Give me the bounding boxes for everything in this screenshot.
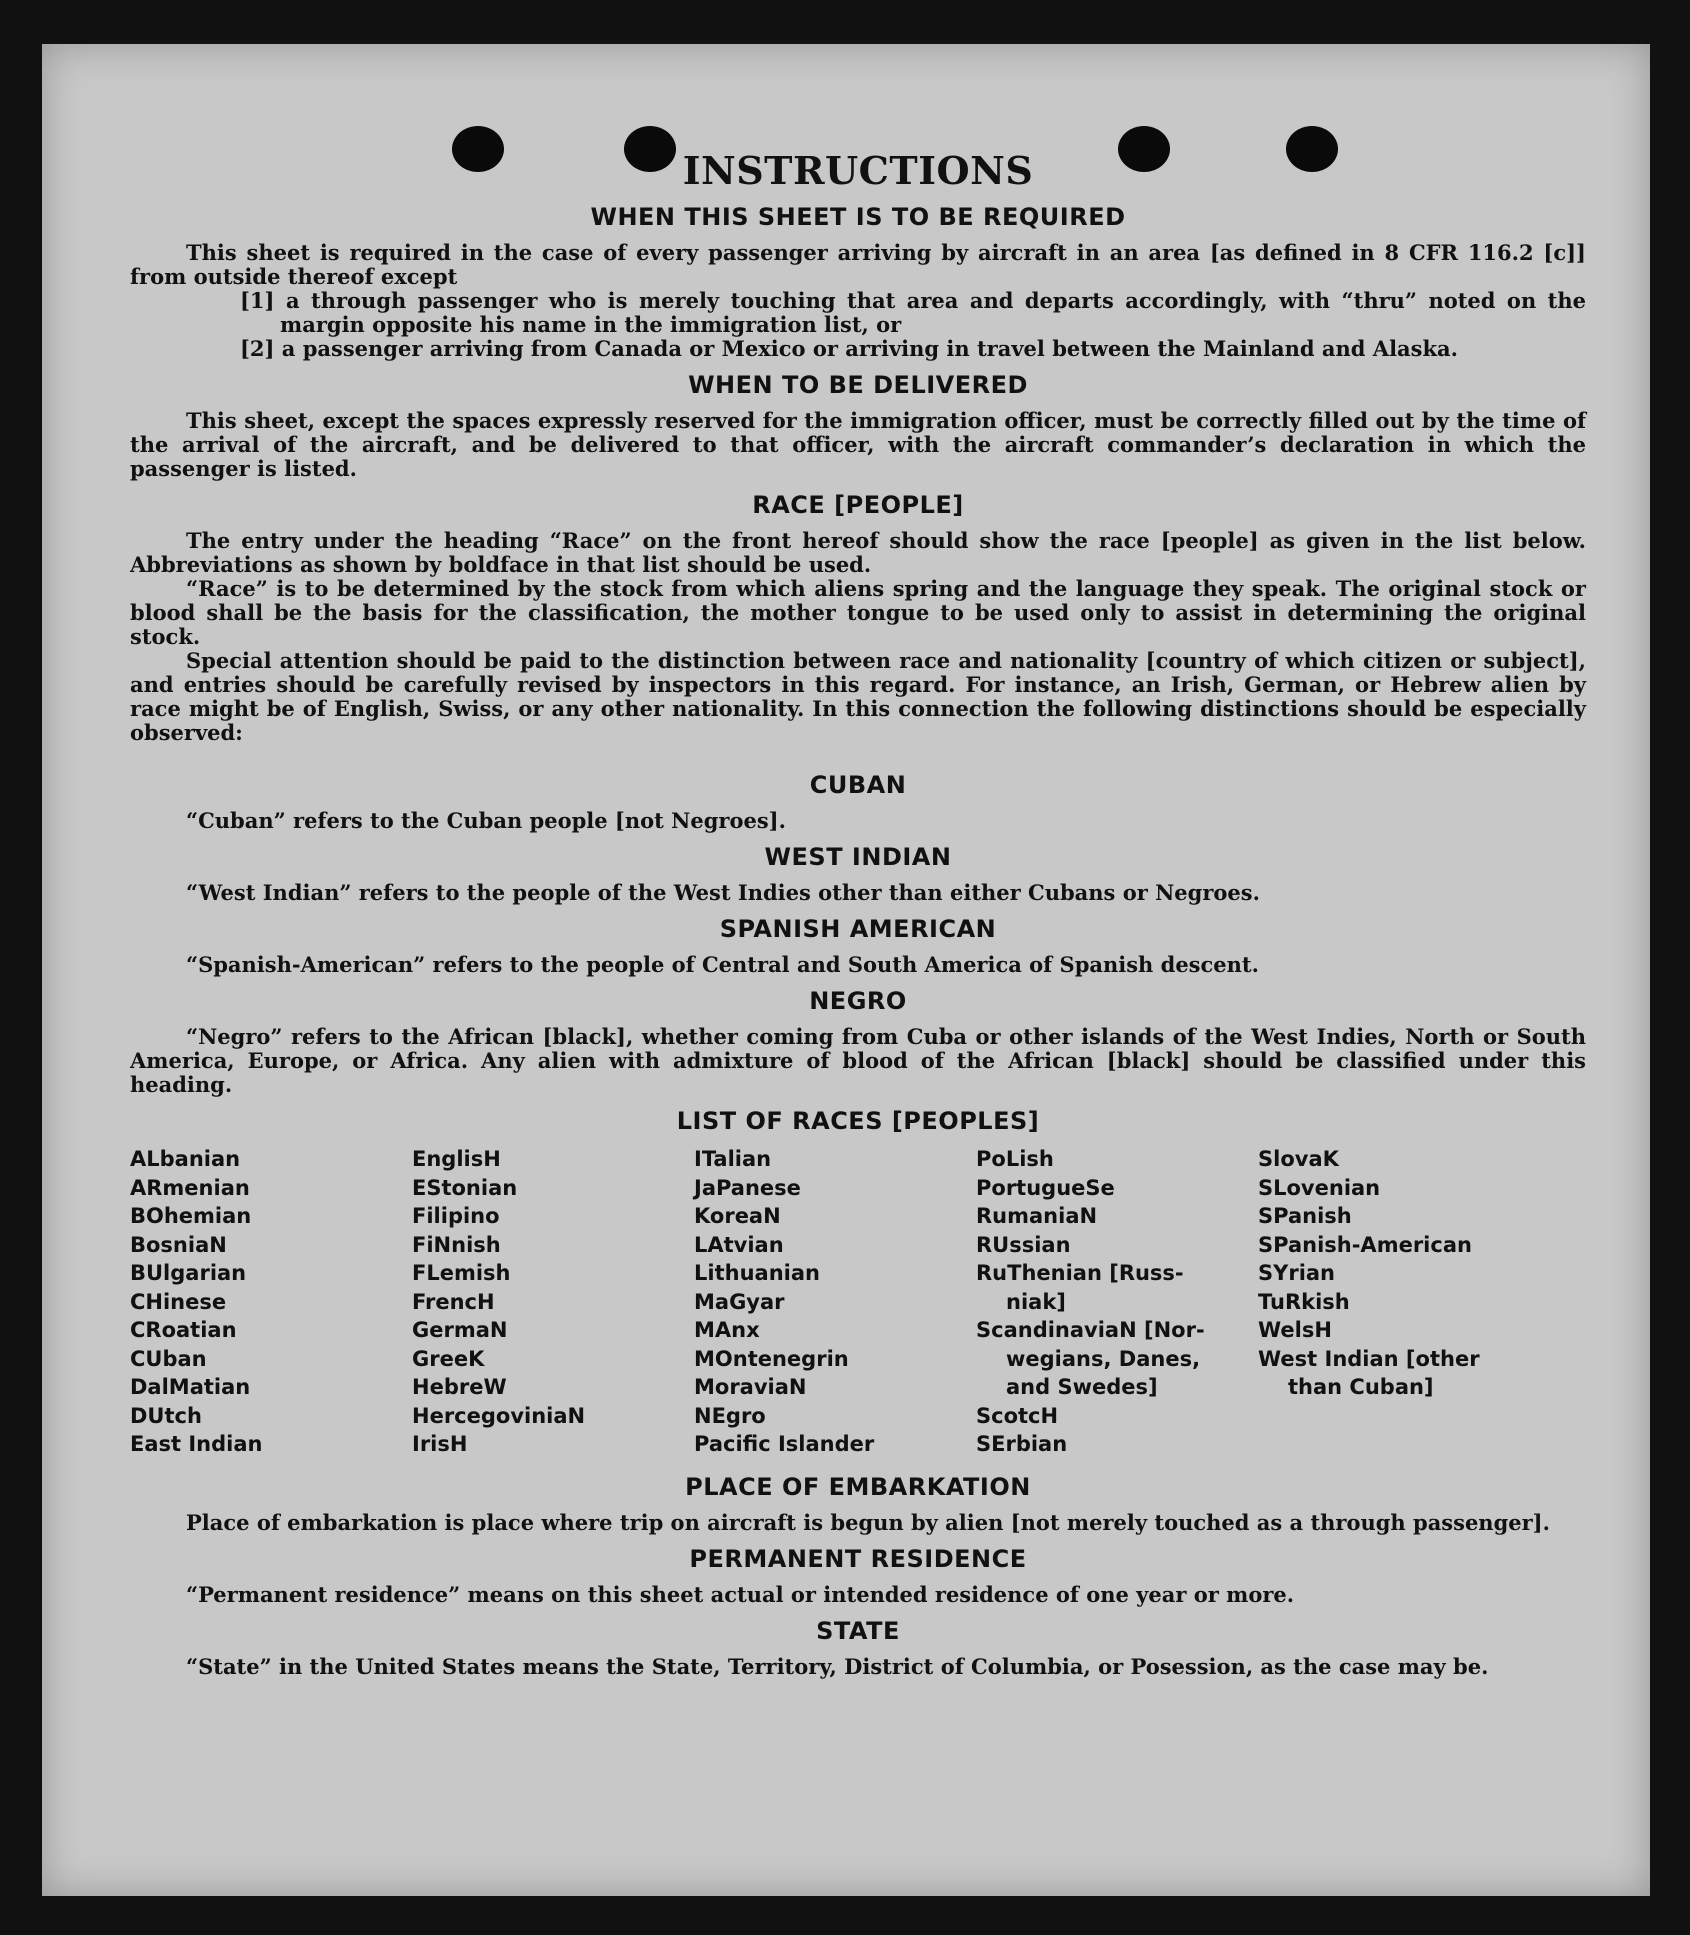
races-column-1 [130, 1145, 412, 1459]
race-item: East Indian [130, 1432, 263, 1456]
race-item: Lithuanian [694, 1261, 820, 1285]
race-item: Filipino [412, 1204, 500, 1228]
heading-negro: NEGRO [809, 987, 907, 1015]
race-item: ITalian [694, 1147, 772, 1171]
heading-residence: PERMANENT RESIDENCE [689, 1544, 1027, 1573]
para-cuban: “Cuban” refers to the Cuban people [not Negroes]. [186, 808, 786, 833]
race-item: PortugueSe [976, 1175, 1115, 1200]
page-title: INSTRUCTIONS [682, 148, 1034, 193]
race-item-continued: and Swedes] [1006, 1375, 1158, 1399]
race-item: RuThenian [Russ- [976, 1261, 1184, 1285]
para-required-item1: [1] a through passenger who is merely touching that area and departs accordingly, with “thru” noted on the margin opposite his name in the immigration list, or [240, 288, 1586, 337]
race-item: West Indian [other [1258, 1346, 1480, 1371]
race-item: MaGyar [694, 1289, 785, 1314]
para-west-indian: “West Indian” refers to the people of the West Indies other than either Cubans or Negroes. [186, 880, 1260, 905]
race-item: BosniaN [130, 1232, 227, 1257]
race-item: DalMatian [130, 1375, 251, 1399]
race-item: DUtch [130, 1403, 202, 1428]
race-item: EnglisH [412, 1147, 501, 1171]
race-item: MOntenegrin [694, 1346, 849, 1371]
races-column-5 [1258, 1145, 1558, 1459]
para-required: This sheet is required in the case of every passenger arriving by aircraft in an area [as defined in 8 CFR 116.2 [c]] from outside thereof except [130, 240, 1586, 289]
race-item: ScotcH [976, 1403, 1059, 1428]
heading-spanish-american: SPANISH AMERICAN [719, 915, 997, 943]
race-item: WelsH [1258, 1318, 1332, 1342]
race-item-continued: wegians, Danes, [1006, 1346, 1201, 1371]
para-spanish-american: “Spanish-American” refers to the people of Central and South America of Spanish descent. [186, 952, 1259, 977]
race-item: CHinese [130, 1289, 227, 1314]
heading-west-indian: WEST INDIAN [764, 843, 952, 871]
heading-race: RACE [PEOPLE] [752, 491, 964, 519]
race-item: GermaN [412, 1318, 508, 1342]
race-item: CRoatian [130, 1318, 237, 1342]
para-race-2: “Race” is to be determined by the stock from which aliens spring and the language they speak. The original stock or blood shall be the basis for the classification, the mother tongue to be used only to assist in determining the original stock. [130, 576, 1586, 649]
race-item: BUlgarian [130, 1261, 247, 1285]
heading-required: WHEN THIS SHEET IS TO BE REQUIRED [590, 203, 1126, 231]
race-item: BOhemian [130, 1204, 252, 1228]
race-item: KoreaN [694, 1204, 781, 1228]
race-item: JaPanese [694, 1175, 801, 1200]
para-embarkation: Place of embarkation is place where trip on aircraft is begun by alien [not merely touched as a through passenger]. [186, 1509, 1550, 1535]
para-residence: “Permanent residence” means on this sheet actual or intended residence of one year or more. [186, 1581, 1295, 1607]
race-item: FLemish [412, 1261, 511, 1285]
race-item: LAtvian [694, 1232, 784, 1257]
para-state: “State” in the United States means the State, Territory, District of Columbia, or Posession, as the case may be. [186, 1653, 1489, 1679]
race-item: SLovenian [1258, 1175, 1381, 1200]
race-item-continued: niak] [1006, 1289, 1066, 1314]
para-race-3: Special attention should be paid to the distinction between race and nationality [country of which citizen or subject], and entries should be carefully revised by inspectors in this regard. For instance, an Irish, German, or Hebrew alien by race might be of English, Swiss, or any other nationality. In this connection the following distinctions should be especially observed: [130, 648, 1586, 745]
race-item: ALbanian [130, 1147, 241, 1171]
race-item: MoraviaN [694, 1375, 807, 1399]
race-item: SPanish [1258, 1204, 1352, 1228]
races-column-4 [976, 1145, 1258, 1459]
race-item: ScandinaviaN [Nor- [976, 1318, 1205, 1342]
heading-list-of-races: LIST OF RACES [PEOPLES] [676, 1107, 1040, 1135]
race-item: IrisH [412, 1432, 468, 1456]
race-item: SErbian [976, 1432, 1068, 1456]
race-item: TuRkish [1258, 1289, 1350, 1314]
races-column-2 [412, 1145, 694, 1459]
races-column-3 [694, 1145, 976, 1459]
para-negro: “Negro” refers to the African [black], whether coming from Cuba or other islands of the West Indies, North or South America, Europe, or Africa. Any alien with admixture of blood of the African [black] should be classified under this heading. [130, 1024, 1586, 1097]
race-item: RUssian [976, 1232, 1071, 1257]
para-required-item2: [2] a passenger arriving from Canada or Mexico or arriving in travel between the Mainland and Alaska. [240, 336, 1458, 361]
race-item: SPanish-American [1258, 1232, 1472, 1257]
para-race-1: The entry under the heading “Race” on the front hereof should show the race [people] as given in the list below. Abbreviations as shown by boldface in that list should be used. [130, 528, 1586, 577]
race-item: SYrian [1258, 1261, 1336, 1285]
race-item: MAnx [694, 1318, 760, 1342]
race-item: PoLish [976, 1147, 1054, 1171]
heading-cuban: CUBAN [809, 771, 907, 799]
heading-delivered: WHEN TO BE DELIVERED [688, 371, 1028, 399]
race-item: FrencH [412, 1289, 495, 1314]
heading-state: STATE [816, 1616, 900, 1645]
para-delivered: This sheet, except the spaces expressly reserved for the immigration officer, must be correctly filled out by the time of the arrival of the aircraft, and be delivered to that officer, with the aircraft commander’s declaration in which the passenger is listed. [130, 408, 1586, 481]
race-item: Pacific Islander [694, 1432, 875, 1456]
race-item: RumaniaN [976, 1204, 1098, 1228]
race-item: CUban [130, 1346, 207, 1371]
race-item: SlovaK [1258, 1147, 1339, 1171]
race-item: FiNnish [412, 1232, 501, 1257]
race-item: EStonian [412, 1175, 518, 1200]
race-item: HebreW [412, 1375, 507, 1399]
instructions-content [130, 148, 1586, 1679]
document-sheet [42, 44, 1650, 1896]
race-item: HercegoviniaN [412, 1403, 586, 1428]
race-item-continued: than Cuban] [1288, 1375, 1434, 1399]
race-item: GreeK [412, 1346, 485, 1371]
race-item: ARmenian [130, 1175, 250, 1200]
races-list [130, 1145, 1586, 1459]
heading-embarkation: PLACE OF EMBARKATION [685, 1472, 1031, 1501]
race-item: NEgro [694, 1403, 766, 1428]
